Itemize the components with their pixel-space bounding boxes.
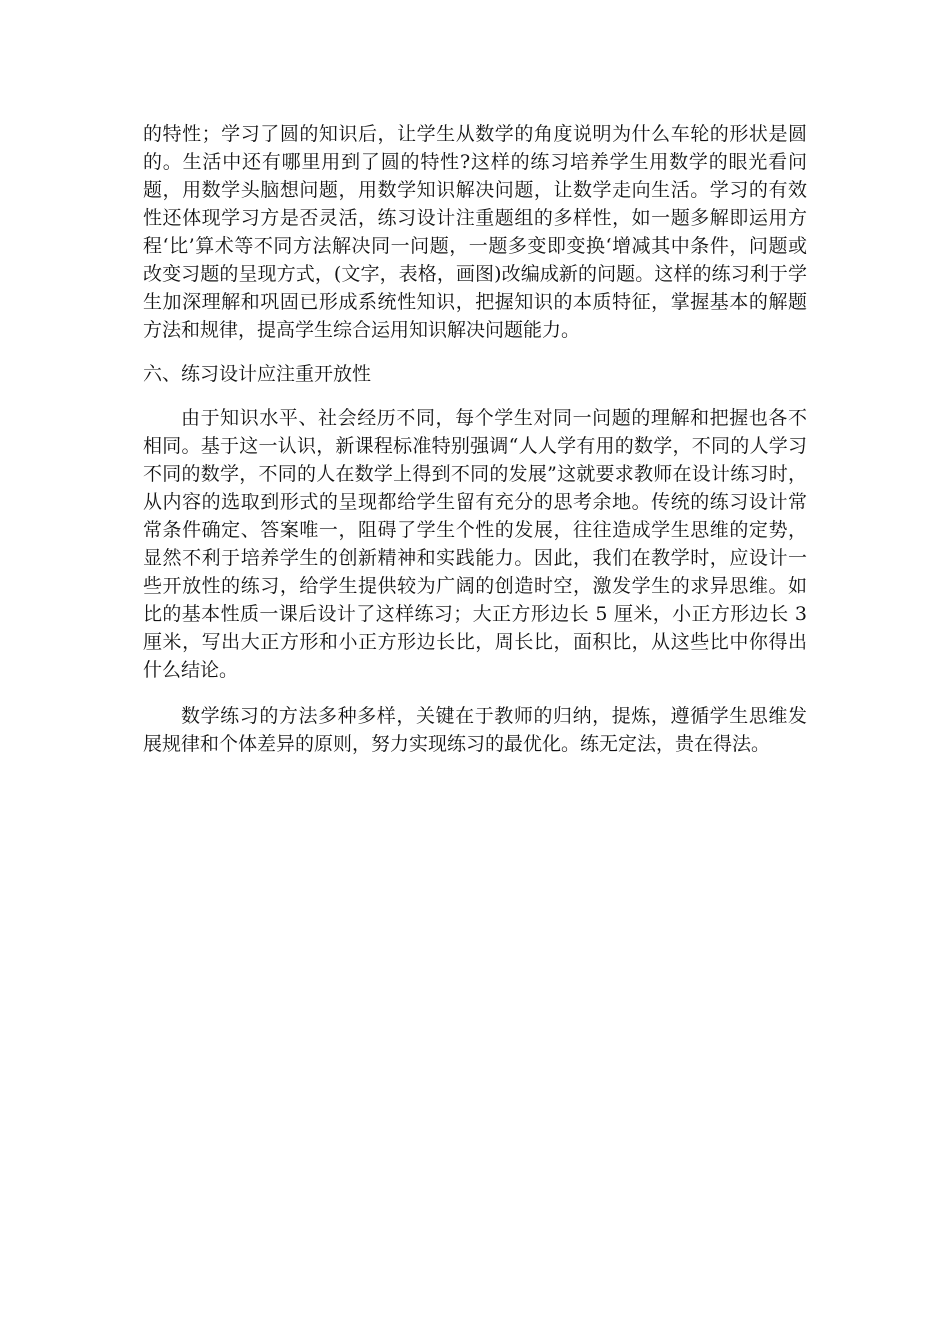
document-body <box>143 120 807 776</box>
paragraph-open-practice: 由于知识水平、社会经历不同，每个学生对同一问题的理解和把握也各不相同。基于这一认识，新课程标准特别强调“人人学有用的数学，不同的人学习不同的数学，不同的人在数学上得到不同的发展”这就要求教师在设计练习时，从内容的选取到形式的呈现都给学生留有充分的思考余地。传统的练习设计常常条件确定、答案唯一，阻碍了学生个性的发展，往往造成学生思维的定势，显然不利于培养学生的创新精神和实践能力。因此，我们在教学时，应设计一些开放性的练习，给学生提供较为广阔的创造时空，激发学生的求异思维。如比的基本性质一课后设计了这样练习；大正方形边长 5 厘米，小正方形边长 3 厘米，写出大正方形和小正方形边长比，周长比，面积比，从这些比中你得出什么结论。 <box>143 407 807 681</box>
section-heading: 六、练习设计应注重开放性 <box>143 363 372 385</box>
paragraph-conclusion: 数学练习的方法多种多样，关键在于教师的归纳，提炼，遵循学生思维发展规律和个体差异的原则，努力实现练习的最优化。练无定法，贵在得法。 <box>143 705 807 755</box>
paragraph-continued: 的特性；学习了圆的知识后，让学生从数学的角度说明为什么车轮的形状是圆的。生活中还有哪里用到了圆的特性?这样的练习培养学生用数学的眼光看问题，用数学头脑想问题，用数学知识解决问题，让数学走向生活。学习的有效性还体现学习方是否灵活，练习设计注重题组的多样性，如一题多解即运用方程‘比’算术等不同方法解决同一问题，一题多变即变换‘增减其中条件，问题或改变习题的呈现方式，(文字，表格，画图)改编成新的问题。这样的练习利于学生加深理解和巩固已形成系统性知识，把握知识的本质特征，掌握基本的解题方法和规律，提高学生综合运用知识解决问题能力。 <box>143 123 807 341</box>
